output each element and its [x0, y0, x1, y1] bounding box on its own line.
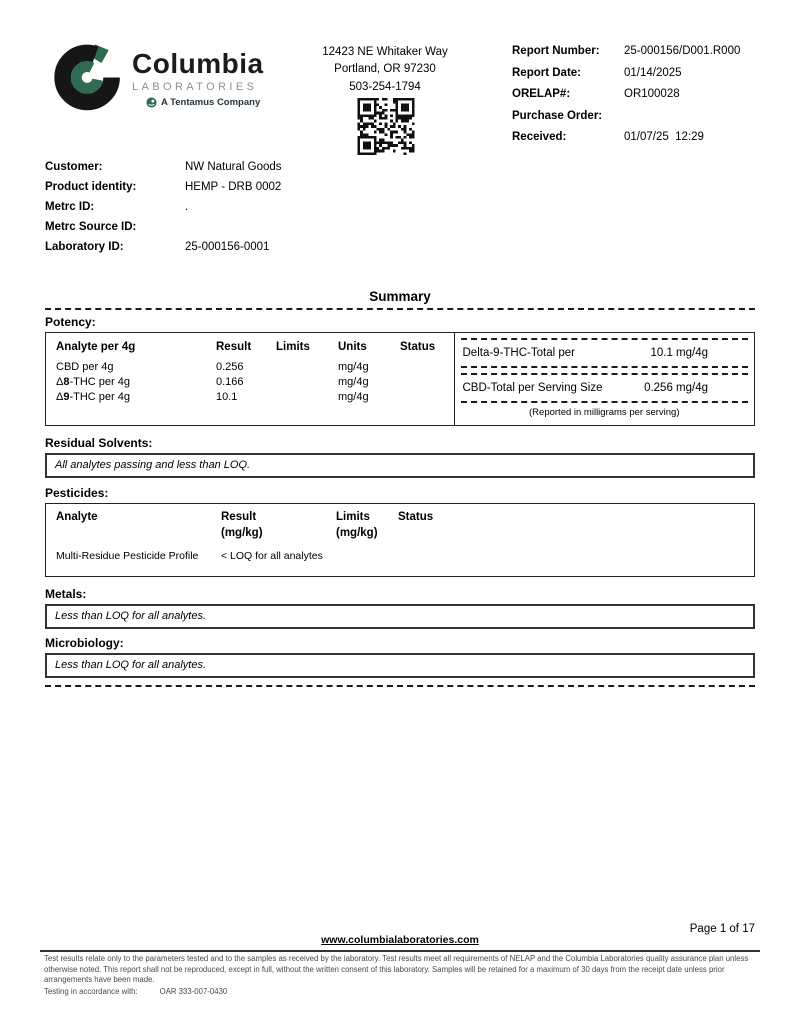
total-cbd-value: 0.256 mg/4g [644, 382, 708, 394]
columbia-logo [52, 40, 264, 112]
limits-header: Limits [276, 341, 310, 353]
pesticide-row [56, 550, 744, 562]
status-cell [400, 374, 444, 389]
summary-title: Summary [369, 289, 431, 304]
laboratory-id-value: 25-000156-0001 [185, 241, 270, 253]
disclaimer-text: Test results relate only to the parameters tested and to the samples as received by the laboratory. Test results meet all requirements of NELAP and the Columbia Laboratories quality assurance plan unless otherwise noted. This report shall not be reproduced, except in full, without the written consent of this laboratory. Samples will be retained for a maximum of 30 days from the receipt date unless prior arrangements have been made. [44, 954, 749, 985]
units-cell: mg/4g [338, 375, 369, 388]
potency-section [45, 332, 755, 426]
pesticide-analyte-header: Analyte [56, 511, 98, 523]
product-identity-row [45, 181, 282, 201]
result-cell: 0.256 [216, 360, 244, 373]
laboratory-id-row [45, 241, 282, 261]
microbiology-statement: Less than LOQ for all analytes. [45, 653, 755, 678]
total-thc-label: Delta-9-THC-Total per [462, 347, 575, 359]
orelap-row [512, 88, 740, 110]
received-row [512, 131, 740, 153]
customer-label: Customer: [45, 161, 103, 173]
result-header: Result [216, 341, 252, 353]
potency-totals-box [454, 332, 756, 426]
received-label: Received: [512, 131, 567, 143]
customer-info [45, 161, 282, 261]
laboratory-id-label: Laboratory ID: [45, 241, 124, 253]
orelap-label: ORELAP#: [512, 88, 571, 100]
report-date-row [512, 67, 740, 89]
lab-address [295, 44, 475, 96]
total-thc-row [461, 338, 749, 368]
testing-accordance-line [44, 987, 227, 996]
limits-cell [276, 359, 338, 374]
residual-solvents-heading: Residual Solvents: [45, 436, 153, 450]
metals-statement: Less than LOQ for all analytes. [45, 604, 755, 629]
testing-accordance-label: Testing in accordance with: [44, 987, 138, 996]
table-row-cbd [56, 359, 444, 374]
limits-cell [276, 374, 338, 389]
units-cell: mg/4g [338, 360, 369, 373]
purchase-order-row [512, 110, 740, 132]
status-header: Status [400, 341, 436, 353]
residual-solvents-statement: All analytes passing and less than LOQ. [45, 453, 755, 478]
product-identity-value: HEMP - DRB 0002 [185, 181, 282, 193]
pesticides-header-row [56, 510, 744, 541]
summary-divider [45, 308, 755, 310]
pesticide-status-cell [398, 550, 478, 562]
logo-subtitle: LABORATORIES [132, 81, 258, 93]
pesticide-status-header: Status [398, 511, 434, 523]
tentamus-line [146, 97, 264, 108]
metrc-id-value: . [185, 201, 189, 213]
bottom-section-divider [45, 685, 755, 687]
pesticides-table-box [45, 503, 755, 577]
pesticide-limits-header: Limits (mg/kg) [336, 511, 378, 539]
product-identity-label: Product identity: [45, 181, 137, 193]
total-thc-value: 10.1 mg/4g [650, 347, 708, 359]
analyte-cell: Δ9-THC per 4g [56, 390, 131, 403]
potency-table-box [45, 332, 455, 426]
orelap-value: OR100028 [624, 88, 680, 100]
logo-wordmark: Columbia [132, 48, 264, 79]
report-number-label: Report Number: [512, 45, 600, 57]
pesticide-limits-cell [336, 550, 398, 562]
total-cbd-label: CBD-Total per Serving Size [462, 382, 603, 394]
status-cell [400, 389, 444, 404]
qr-code [354, 98, 418, 155]
units-cell: mg/4g [338, 390, 369, 403]
received-value: 01/07/25 12:29 [624, 131, 704, 143]
metrc-source-id-label: Metrc Source ID: [45, 221, 137, 233]
logo-text [132, 50, 264, 112]
potency-header-row [56, 339, 444, 359]
analyte-cell: CBD per 4g [56, 360, 114, 373]
table-row-delta8-thc [56, 374, 444, 389]
pesticide-analyte-cell: Multi-Residue Pesticide Profile [56, 550, 199, 563]
metrc-id-row [45, 201, 282, 221]
analyte-cell: Δ8-THC per 4g [56, 375, 131, 388]
status-cell [400, 359, 444, 374]
footer-divider [40, 950, 760, 952]
pesticide-result-cell: < LOQ for all analytes [221, 550, 323, 563]
limits-cell [276, 389, 338, 404]
potency-table [56, 339, 444, 404]
total-cbd-row [461, 373, 749, 403]
address-line-1: 12423 NE Whitaker Way [322, 46, 448, 58]
microbiology-heading: Microbiology: [45, 636, 124, 650]
tentamus-icon [146, 97, 157, 108]
potency-heading: Potency: [45, 315, 96, 329]
units-header: Units [338, 341, 367, 353]
analyte-header: Analyte per 4g [56, 341, 136, 353]
website-link[interactable]: www.columbialaboratories.com [321, 934, 479, 946]
tentamus-text: A Tentamus Company [161, 97, 261, 108]
purchase-order-label: Purchase Order: [512, 109, 603, 122]
metrc-source-id-row [45, 221, 282, 241]
metals-heading: Metals: [45, 587, 87, 601]
report-date-label: Report Date: [512, 66, 582, 79]
address-line-2: Portland, OR 97230 [334, 63, 436, 76]
report-date-value: 01/14/2025 [624, 66, 682, 79]
page-number: Page 1 of 17 [689, 923, 755, 935]
report-info [512, 45, 740, 153]
testing-accordance-value: OAR 333-007-0430 [159, 987, 228, 996]
totals-note: (Reported in milligrams per serving) [529, 407, 680, 418]
table-row-delta9-thc [56, 389, 444, 404]
customer-row [45, 161, 282, 181]
customer-value: NW Natural Goods [185, 161, 282, 173]
columbia-logo-mark-icon [52, 40, 128, 112]
summary-section [45, 289, 755, 687]
report-number-row [512, 45, 740, 67]
address-phone: 503-254-1794 [349, 80, 421, 93]
metrc-id-label: Metrc ID: [45, 201, 95, 213]
report-number-value: 25-000156/D001.R000 [624, 45, 741, 57]
result-cell: 10.1 [216, 390, 238, 403]
pesticides-heading: Pesticides: [45, 486, 109, 500]
result-cell: 0.166 [216, 375, 244, 388]
pesticide-result-header: Result (mg/kg) [221, 511, 263, 539]
header [0, 0, 800, 160]
